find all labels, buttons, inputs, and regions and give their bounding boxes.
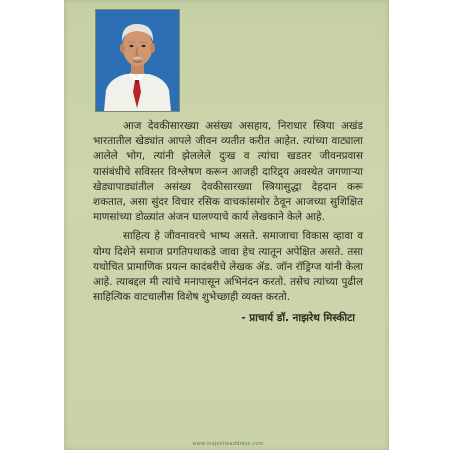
footer-url: www.majestieaddress.com xyxy=(192,441,264,447)
paragraph-2: साहित्य हे जीवनावरचे भाष्य असते. समाजाचा विकास व्हावा व योग्य दिशेने समाज प्रगतिपथाकडे जावा हेच त्यातून अपेक्षित असते. तसा यथोचित प्रामाणिक प्रयत्न कादंबरीचे लेखक ॲड. जॉन रॉड्रिग्ज यांनी केला आहे. त्याबद्दल मी त्यांचे मनापासून अभिनंदन करतो. तसेच त्यांच्या पुढील साहित्यिक वाटचालीस विशेष शुभेच्छाही व्यक्त करतो. xyxy=(93,230,363,304)
author-photo xyxy=(95,9,180,112)
blurb-text xyxy=(93,119,363,327)
author-portrait-icon xyxy=(96,10,179,111)
signature: - प्राचार्य डॉ. नाझरेथ मिस्कीटा xyxy=(241,312,355,325)
paragraph-1: आज देवकीसारख्या असंख्य असहाय, निराधार स्त्रिया अखंड भारतातील खेड्यांत आपले जीवन व्यतीत करीत आहेत. त्यांच्या वाट्याला आलेले भोग, त्यांनी झेललेले दुःख व त्यांचा खडतर जीवनप्रवास यासंबंधीचे सविस्तर विश्लेषण करून आजही दारिद्र्य अवस्थेत जगणाऱ्या खेड्यापाड्यांतील असंख्य देवकीसारख्या स्त्रियासुद्धा देहदान करू शकतात, असा सुंदर विचार रसिक वाचकांसमोर ठेवून आजच्या सुशिक्षित माणसांच्या डोळ्यांत अंजन घालण्याचे कार्य लेखकाने केले आहे. xyxy=(93,120,363,224)
